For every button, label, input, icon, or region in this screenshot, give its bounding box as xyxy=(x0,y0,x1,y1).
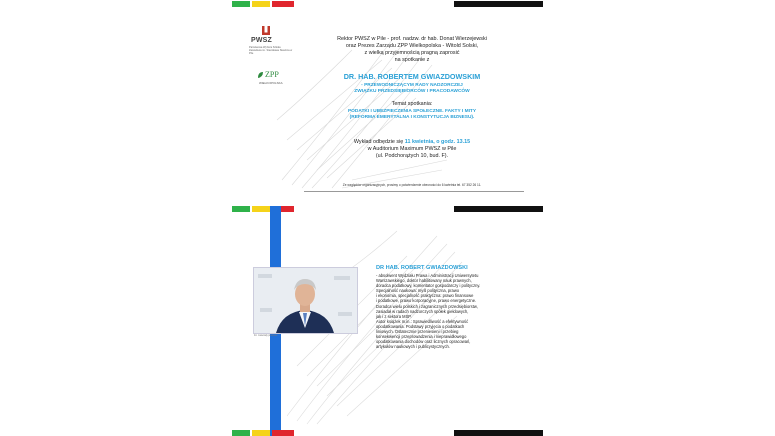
bio-line: liniowych. Ostatecznie przeniesieni i przebieg xyxy=(376,329,459,335)
invitation-intro xyxy=(292,36,532,64)
green-stripe xyxy=(232,1,250,7)
intro-line: z wielką przyjemnością pragną zaprosić xyxy=(364,50,460,56)
bio-line: Warszawskiego, doktor habilitowany nauk prawnych, xyxy=(376,278,472,284)
lecture-address: (ul. Podchorążych 10, bud. F). xyxy=(375,153,449,159)
bio-line: Doradca wielu polskich i zagranicznych przedsiębiorstw, xyxy=(376,303,478,309)
red-stripe xyxy=(272,1,294,7)
pwsz-emblem-icon xyxy=(261,26,271,35)
bio-text xyxy=(376,273,528,349)
bio-line: i podatkowe, prawo korporacyjne, prawo energetyczne. xyxy=(376,298,477,304)
intro-line: na spotkanie z xyxy=(394,57,430,63)
bio-line: artykułów naukowych i publicystycznych. xyxy=(376,344,450,350)
lecture-date: 11 kwietnia, o godz. 13.15 xyxy=(404,139,471,145)
top-color-bar xyxy=(232,1,543,7)
yellow-stripe xyxy=(252,1,270,7)
yellow-stripe xyxy=(252,206,270,212)
guest-role-line: - PRZEWODNICZĄCYM RADY NADZORCZEJ xyxy=(361,83,463,88)
guest-name: DR. HAB. ROBERTEM GWIAZDOWSKIM xyxy=(343,72,481,81)
bio-line: Autor książek m.in.: Sprawiedliwość a efektywność xyxy=(376,318,469,324)
red-stripe xyxy=(272,430,294,436)
bottom-color-bar xyxy=(232,430,543,436)
green-stripe xyxy=(232,430,250,436)
zpp-logo-subtitle: WIELKOPOLSKA xyxy=(259,81,283,85)
bio-line: - absolwent Wydziału Prawa i Administracji Uniwersytetu xyxy=(376,273,479,278)
pwsz-logo-text: PWSZ xyxy=(251,37,273,44)
bio-line: jak i z sektora MŚP. xyxy=(376,313,412,319)
guest-role-line: ZWIĄZKU PRZEDSIĘBIORCÓW I PRACODAWCÓW xyxy=(354,89,470,94)
photo-caption: fot. materiały prasowe xyxy=(254,334,278,337)
intro-line: oraz Prezes Zarządu ZPP Wielkopolska - Witold Solski, xyxy=(345,43,479,49)
topic-label: Temat spotkania: xyxy=(391,101,433,107)
invitation-page xyxy=(232,0,543,212)
bio-line: opodatkowania. Podstawy przyjęcia o podatkach xyxy=(376,323,465,329)
divider xyxy=(304,191,524,192)
pwsz-logo-subtitle: Państwowa Wyższa Szkoła Zawodowa im. Stanisława Staszica w Pile xyxy=(249,46,293,55)
green-stripe xyxy=(232,206,250,212)
bio-line: i ekonomia, specjalność praktyczna: prawo finansowe xyxy=(376,293,474,299)
intro-line: Rektor PWSZ w Pile - prof. nadzw. dr hab. Donat Wierzejewski xyxy=(337,36,487,42)
lecture-place: w Auditorium Maximum PWSZ w Pile xyxy=(367,146,457,152)
lecture-details xyxy=(292,139,532,160)
lecture-prefix: Wykład odbędzie się xyxy=(353,139,405,145)
rsvp-note: Ze względów organizacyjnych, prosimy o potwierdzenie obecności do 6 kwietnia tel. 67 352 26 11. xyxy=(342,183,482,187)
zpp-leaf-icon xyxy=(257,71,264,79)
guest-role xyxy=(292,83,532,95)
black-stripe xyxy=(454,430,543,436)
topic-line: (REFORMA EMERYTALNA I KONSTYTUCJA BIZNESU). xyxy=(349,115,475,120)
bio-line: konsekwencji przeprowadzenia i nieprawidłowego xyxy=(376,334,467,340)
yellow-stripe xyxy=(252,430,270,436)
bio-line: Specjalność naukowa: myśl polityczna, prawo xyxy=(376,288,460,294)
portrait-image xyxy=(254,268,357,333)
topic-line: PODATKI I UBEZPIECZENIA SPOŁECZNE. FAKTY I MITY xyxy=(347,109,477,114)
zpp-logo-text: ZPP xyxy=(265,70,279,79)
bio-page xyxy=(232,206,543,436)
black-stripe xyxy=(454,1,543,7)
topic-title xyxy=(292,109,532,121)
speaker-photo xyxy=(253,267,358,334)
bio-line: doradca podatkowy, komentator gospodarczy i polityczny. xyxy=(376,283,481,289)
bio-line: opodatkowania dochodów oraz licznych opracowań, xyxy=(376,339,471,345)
black-stripe xyxy=(454,206,543,212)
bio-line: zasiadał w radach nadzorczych spółek giełdowych, xyxy=(376,308,469,314)
bio-name: DR HAB. ROBERT GWIAZDOWSKI xyxy=(376,265,468,271)
